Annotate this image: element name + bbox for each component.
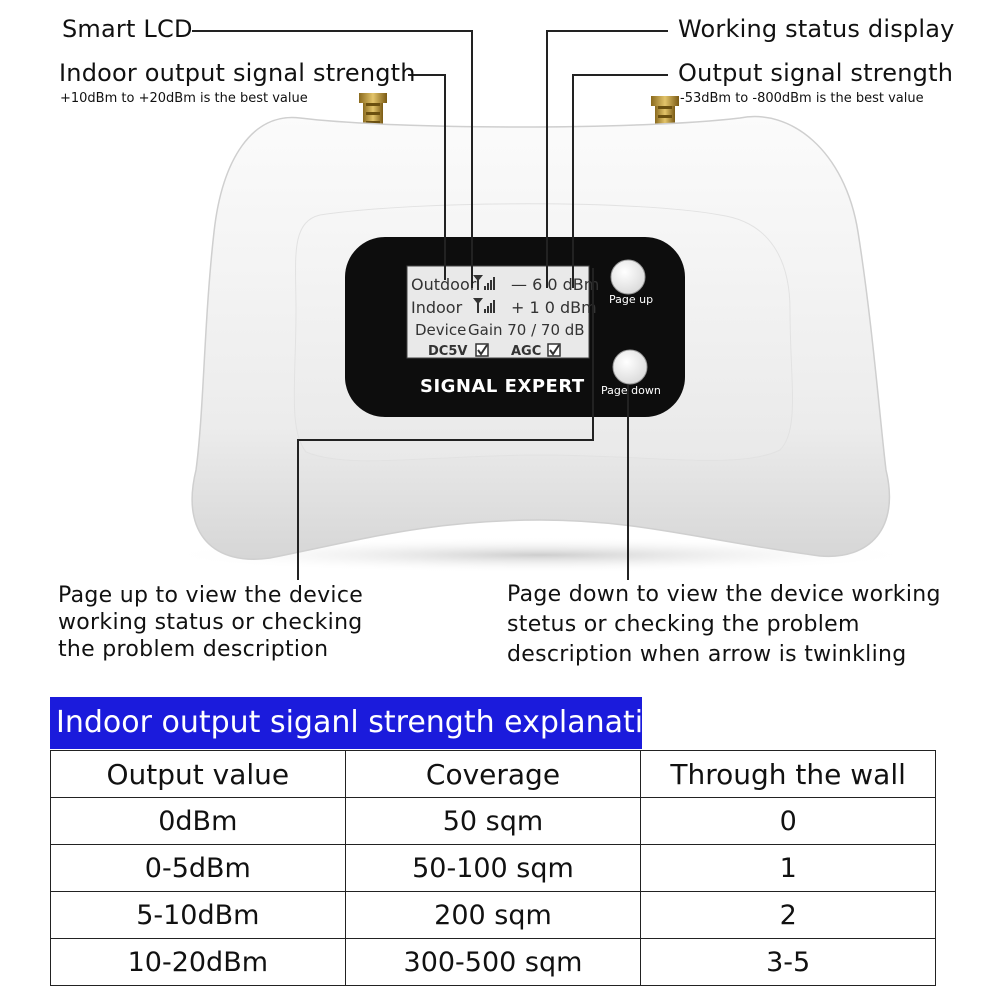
description-line: stetus or checking the problem	[507, 612, 860, 637]
table-cell: 50-100 sqm	[345, 845, 641, 892]
checkbox-checked-icon	[548, 344, 560, 356]
page-down-description	[507, 580, 941, 670]
callout-indoor-output: Indoor output signal strength	[59, 59, 416, 87]
table-cell: 0-5dBm	[51, 845, 346, 892]
lcd-row2-label: Indoor	[411, 298, 463, 317]
callout-output-signal: Output signal strength	[678, 59, 954, 87]
page-down-label: Page down	[601, 384, 661, 397]
checkbox-checked-icon	[476, 344, 488, 356]
table-cell: 1	[641, 845, 936, 892]
table-header-row	[51, 751, 936, 798]
table-cell: 200 sqm	[345, 892, 641, 939]
page-up-button[interactable]	[611, 260, 645, 294]
table-cell: 50 sqm	[345, 798, 641, 845]
lcd-row4-right: AGC	[511, 344, 542, 359]
brand-name: SIGNAL EXPERT	[420, 376, 585, 397]
description-line: the problem description	[58, 637, 329, 662]
explanation-table	[50, 750, 936, 986]
header-output-value: Output value	[51, 751, 346, 798]
callout-output-signal-note: -53dBm to -800dBm is the best value	[680, 91, 924, 106]
lcd-row1-label: Outdoor	[411, 275, 477, 294]
table-cell: 10-20dBm	[51, 939, 346, 986]
table-cell: 300-500 sqm	[345, 939, 641, 986]
table-row	[51, 939, 936, 986]
description-line: Page down to view the device working	[507, 582, 941, 607]
description-line: description when arrow is twinkling	[507, 642, 907, 667]
table-row	[51, 892, 936, 939]
table-row	[51, 798, 936, 845]
page-down-button[interactable]	[613, 350, 647, 384]
table-cell: 3-5	[641, 939, 936, 986]
table-cell: 0	[641, 798, 936, 845]
header-through-wall: Through the wall	[641, 751, 936, 798]
lcd-row3-value: Gain 70 / 70 dB	[468, 321, 585, 339]
lcd-row1-value: — 6 0 dBm	[511, 275, 600, 294]
lcd-row4-left: DC5V	[428, 344, 468, 359]
page-up-label: Page up	[609, 293, 654, 306]
description-line: Page up to view the device	[58, 583, 364, 608]
callout-working-status: Working status display	[678, 15, 955, 43]
callout-indoor-output-note: +10dBm to +20dBm is the best value	[60, 91, 308, 106]
callout-smart-lcd: Smart LCD	[62, 15, 193, 43]
lcd-row3-label: Device	[415, 321, 467, 339]
table-title: Indoor output siganl strength explanation	[50, 697, 642, 749]
table-cell: 2	[641, 892, 936, 939]
header-coverage: Coverage	[345, 751, 641, 798]
table-row	[51, 845, 936, 892]
lcd-row2-value: + 1 0 dBm	[511, 298, 597, 317]
page-up-description	[58, 582, 363, 663]
table-cell: 5-10dBm	[51, 892, 346, 939]
table-cell: 0dBm	[51, 798, 346, 845]
description-line: working status or checking	[58, 610, 363, 635]
